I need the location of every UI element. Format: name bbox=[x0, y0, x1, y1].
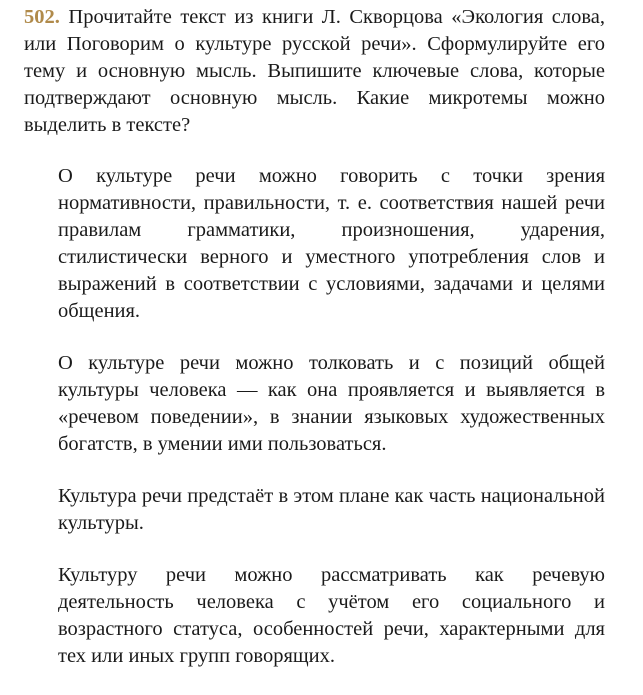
exercise-instructions: Прочитайте текст из книги Л. Скворцова «Экология слова, или Поговорим о культуре русской речи». Сформулируйте его тему и основную мысль. Выпишите ключевые слова, которые подтверждают основную мысль. Какие микротемы можно выделить в тексте? bbox=[24, 6, 605, 136]
textbook-page bbox=[24, 4, 605, 695]
excerpt-paragraph: Культуру речи можно рассматривать как речевую деятельность человека с учётом его социального и возрастного статуса, особенностей речи, характерными для тех или иных групп говорящих. bbox=[58, 564, 605, 667]
excerpt-paragraph: О культуре речи можно толковать и с позиций общей культуры человека — как она проявляется и выявляется в «речевом поведении», в знании языковых художественных богатств, в умении ими пользоваться. bbox=[58, 352, 605, 455]
book-excerpt bbox=[58, 163, 605, 670]
exercise-number: 502. bbox=[24, 6, 60, 28]
excerpt-paragraph: Культура речи предстаёт в этом плане как часть национальной культуры. bbox=[58, 485, 605, 534]
exercise-task bbox=[24, 4, 605, 139]
excerpt-paragraph: О культуре речи можно говорить с точки зрения нормативности, правильности, т. е. соответствия нашей речи правилам грамматики, произношения, ударения, стилистически верного и уместного употребления слов и выражений в соответствии с условиями, задачами и целями общения. bbox=[58, 165, 605, 322]
